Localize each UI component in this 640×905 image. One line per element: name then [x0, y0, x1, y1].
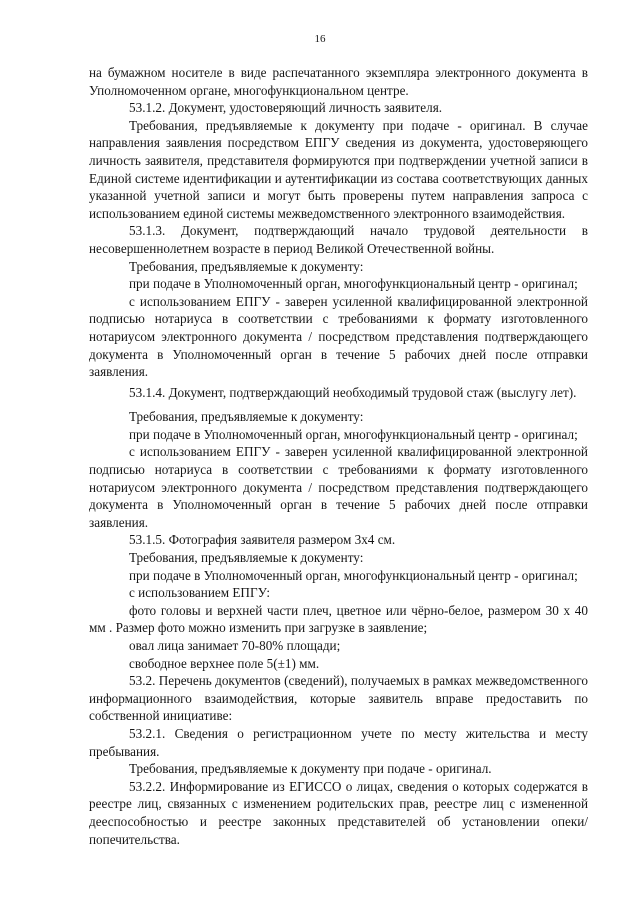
paragraph-53-1-5-heading: 53.1.5. Фотография заявителя размером 3х4 см. — [129, 532, 396, 548]
paragraph-epgu-notarized: с использованием ЕПГУ - заверен усиленной квалифицированной электронной подписью нотариуса в соответствии с требованиями к формату изготовленного нотариусом электронного документа / посредством представления подтверждающего документа в Уполномоченный орган в течение 5 рабочих дней после отправки заявления. — [89, 293, 588, 380]
paragraph-53-1-3-heading: 53.1.3. Документ, подтверждающий начало трудовой деятельности в несовершеннолетнем возрасте в период Великой Отечественной войны. — [89, 223, 588, 256]
page-number: 16 — [314, 33, 326, 45]
paragraph-requirements-label: Требования, предъявляемые к документу: — [129, 550, 364, 566]
paragraph-53-2-heading: 53.2. Перечень документов (сведений), получаемых в рамках межведомственного информационного взаимодействия, которые заявитель вправе предоставить по собственной инициативе: — [89, 673, 588, 724]
paragraph-53-2-2-heading: 53.2.2. Информирование из ЕГИССО о лицах, сведения о которых содержатся в реестре лиц, связанных с изменением родительских прав, реестре лиц с измененной дееспособностью и реестре законных представителей об установлении опеки/ попечительства. — [89, 778, 588, 847]
paragraph-requirements-label: Требования, предъявляемые к документу: — [129, 258, 364, 274]
paragraph-53-1-2-heading: 53.1.2. Документ, удостоверяющий личность заявителя. — [129, 100, 443, 116]
paragraph-53-2-1-requirements: Требования, предъявляемые к документу при подаче - оригинал. — [129, 761, 492, 777]
paragraph-epgu-notarized: с использованием ЕПГУ - заверен усиленной квалифицированной электронной подписью нотариуса в соответствии с требованиями к формату изготовленного нотариусом электронного документа / посредством представления подтверждающего документа в Уполномоченный орган в течение 5 рабочих дней после отправки заявления. — [89, 444, 588, 530]
paragraph-requirements-label: Требования, предъявляемые к документу: — [129, 409, 364, 425]
paragraph-top-margin: свободное верхнее поле 5(±1) мм. — [129, 655, 320, 671]
paragraph-photo-size: фото головы и верхней части плеч, цветное или чёрно-белое, размером 30 х 40 мм . Размер фото можно изменить при загрузке в заявление; — [89, 602, 588, 636]
paragraph-in-person-original: при подаче в Уполномоченный орган, многофункциональный центр - оригинал; — [129, 426, 578, 442]
paragraph-in-person-original: при подаче в Уполномоченный орган, многофункциональный центр - оригинал; — [129, 276, 578, 292]
paragraph-epgu-label: с использованием ЕПГУ: — [129, 585, 271, 601]
paragraph-in-person-original: при подаче в Уполномоченный орган, многофункциональный центр - оригинал; — [129, 567, 578, 583]
paragraph-53-2-1-heading: 53.2.1. Сведения о регистрационном учете по месту жительства и месту пребывания. — [89, 725, 588, 759]
document-body — [89, 64, 588, 848]
paragraph-53-1-2-requirements: Требования, предъявляемые к документу при подаче - оригинал. В случае направления заявления посредством ЕПГУ сведения из документа, удостоверяющего личность заявителя, представителя формируются при подтверждении учетной записи в Единой системе идентификации и аутентификации из состава соответствующих данных указанной учетной записи и могут быть проверены путем направления запроса с использованием единой системы межведомственного электронного взаимодействия. — [89, 117, 588, 221]
paragraph-face-oval: овал лица занимает 70-80% площади; — [129, 638, 341, 653]
paragraph-53-1-4-heading: 53.1.4. Документ, подтверждающий необходимый трудовой стаж (выслугу лет). — [129, 384, 577, 400]
paragraph-paper-copy: на бумажном носителе в виде распечатанного экземпляра электронного документа в Уполномоченном органе, многофункциональном центре. — [89, 65, 588, 98]
